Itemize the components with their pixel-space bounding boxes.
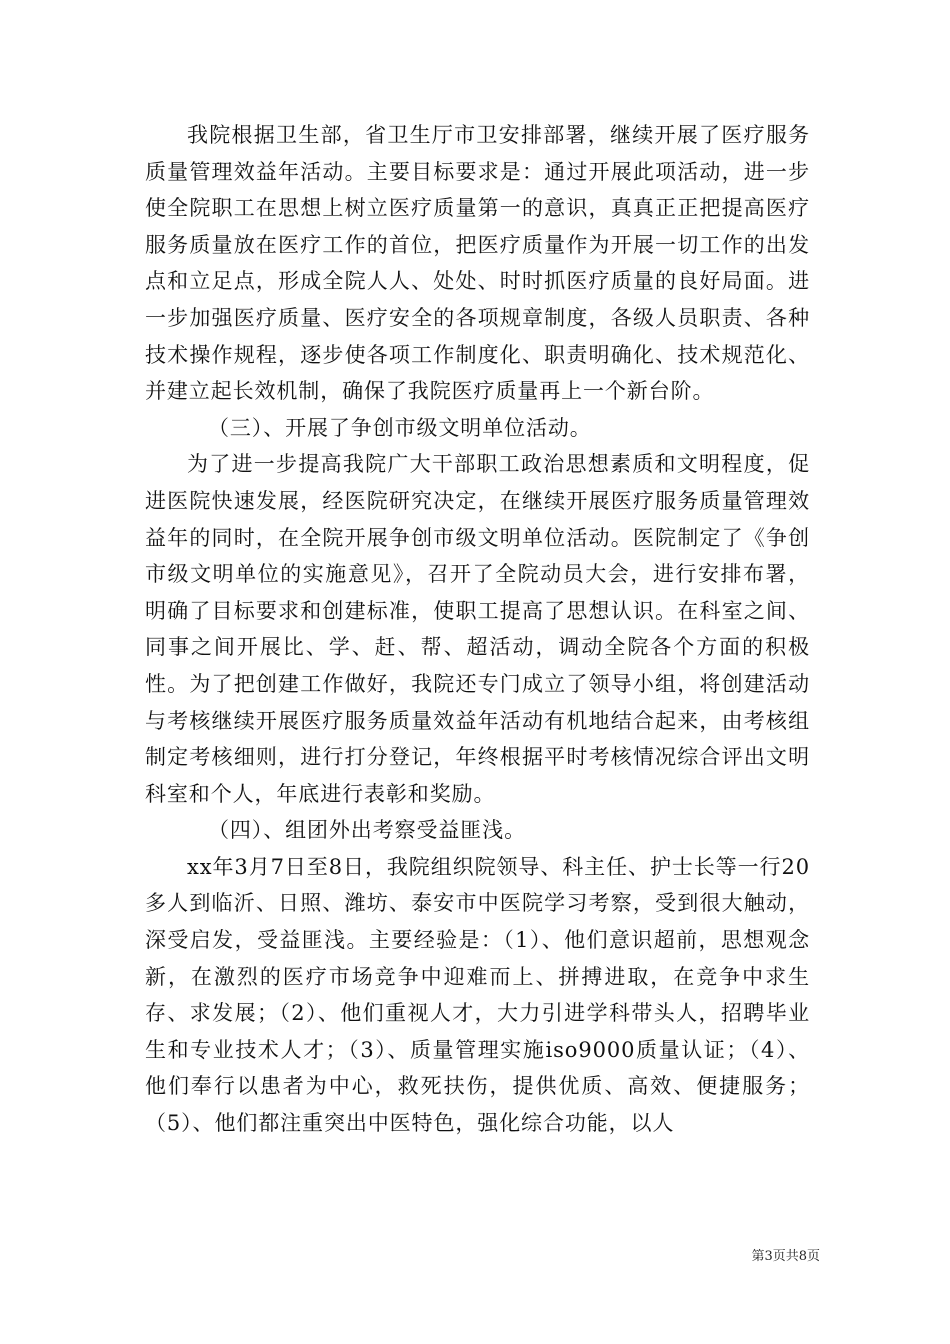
paragraph-civilized-unit: 为了进一步提高我院广大干部职工政治思想素质和文明程度，促进医院快速发展，经医院研究决定，在继续开展医疗服务质量管理效益年的同时，在全院开展争创市级文明单位活动。医院制定了《争创市级文明单位的实施意见》，召开了全院动员大会，进行安排布署，明确了目标要求和创建标准，使职工提高了思想认识。在科室之间、同事之间开展比、学、赶、帮、超活动，调动全院各个方面的积极性。为了把创建工作做好，我院还专门成立了领导小组，将创建活动与考核继续开展医疗服务质量效益年活动有机地结合起来，由考核组制定考核细则，进行打分登记，年终根据平时考核情况综合评出文明科室和个人，年底进行表彰和奖励。 [145,452,810,806]
page-number-footer: 第3页共8页 [751,1249,820,1264]
body-text [145,117,810,1142]
paragraph-inspection-trip: xx年3月7日至8日，我院组织院领导、科主任、护士长等一行20多人到临沂、日照、潍坊、泰安市中医院学习考察，受到很大触动，深受启发，受益匪浅。主要经验是：（1）、他们意识超前，思想观念新，在激烈的医疗市场竞争中迎难而上、拼搏进取，在竞争中求生存、求发展；（2）、他们重视人才，大力引进学科带头人，招聘毕业生和专业技术人才；（3）、质量管理实施iso9000质量认证；（4）、他们奉行以患者为中心，救死扶伤，提供优质、高效、便捷服务；（5）、他们都注重突出中医特色，强化综合功能，以人 [145,854,810,1136]
section-heading-4: （四）、组团外出考察受益匪浅。 [208,818,526,843]
paragraph-quality-year: 我院根据卫生部，省卫生厅市卫安排部署，继续开展了医疗服务质量管理效益年活动。主要目标要求是：通过开展此项活动，进一步使全院职工在思想上树立医疗质量第一的意识，真真正正把提高医疗服务质量放在医疗工作的首位，把医疗质量作为开展一切工作的出发点和立足点，形成全院人人、处处、时时抓医疗质量的良好局面。进一步加强医疗质量、医疗安全的各项规章制度，各级人员职责、各种技术操作规程，逐步使各项工作制度化、职责明确化、技术规范化、并建立起长效机制，确保了我院医疗质量再上一个新台阶。 [145,123,810,404]
section-heading-3: （三）、开展了争创市级文明单位活动。 [208,415,592,440]
